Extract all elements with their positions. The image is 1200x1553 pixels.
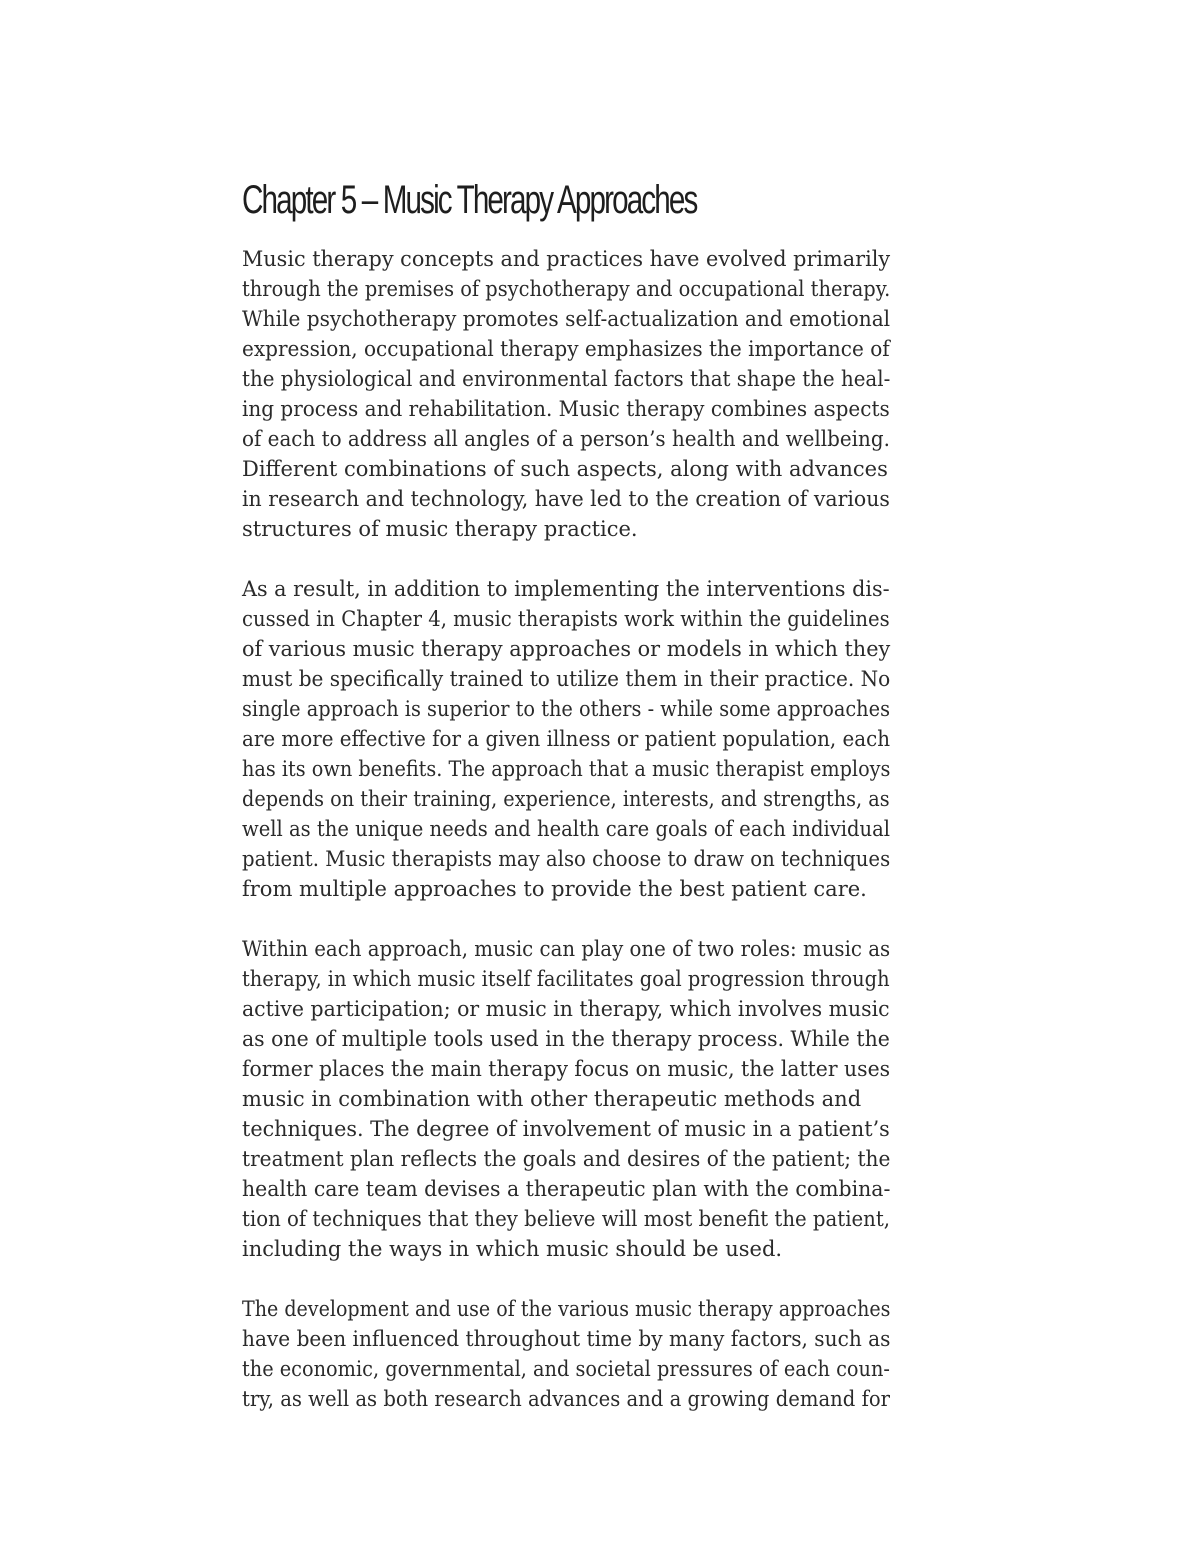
text-line: including the ways in which music should be used.	[242, 1237, 783, 1261]
text-line: As a result, in addition to implementing the interventions dis-	[242, 577, 890, 601]
text-line: While psychotherapy promotes self-actualization and emotional	[242, 307, 891, 331]
text-line: must be specifically trained to utilize them in their practice. No	[242, 667, 891, 691]
text-line: of various music therapy approaches or models in which they	[242, 637, 891, 661]
text-line: the economic, governmental, and societal pressures of each coun-	[242, 1357, 890, 1381]
text-line: cussed in Chapter 4, music therapists work within the guidelines	[242, 607, 890, 631]
text-line: depends on their training, experience, interests, and strengths, as	[242, 787, 890, 811]
paragraph	[242, 574, 890, 904]
text-line: therapy, in which music itself facilitates goal progression through	[242, 967, 890, 991]
text-line: Different combinations of such aspects, along with advances	[242, 457, 888, 481]
paragraph	[242, 244, 890, 544]
text-line: techniques. The degree of involvement of music in a patient’s	[242, 1117, 890, 1141]
text-line: music in combination with other therapeutic methods and	[242, 1087, 862, 1111]
page-content	[242, 170, 890, 1444]
text-line: structures of music therapy practice.	[242, 517, 638, 541]
text-line: The development and use of the various music therapy approaches	[242, 1297, 891, 1321]
paragraph	[242, 934, 890, 1264]
text-line: of each to address all angles of a person’s health and wellbeing.	[242, 427, 890, 451]
text-line: as one of multiple tools used in the therapy process. While the	[242, 1027, 890, 1051]
paragraph	[242, 1294, 890, 1414]
text-line: try, as well as both research advances and a growing demand for	[242, 1387, 891, 1411]
text-line: single approach is superior to the others - while some approaches	[242, 697, 890, 721]
chapter-title: Chapter 5 – Music Therapy Approaches	[242, 178, 697, 222]
text-line: treatment plan reflects the goals and desires of the patient; the	[242, 1147, 891, 1171]
text-line: Within each approach, music can play one of two roles: music as	[242, 937, 891, 961]
text-line: through the premises of psychotherapy and occupational therapy.	[242, 277, 891, 301]
text-line: Music therapy concepts and practices have evolved primarily	[242, 247, 891, 271]
text-line: have been influenced throughout time by many factors, such as	[242, 1327, 891, 1351]
text-line: are more effective for a given illness or patient population, each	[242, 727, 891, 751]
body-text	[242, 244, 890, 1414]
text-line: tion of techniques that they believe will most benefit the patient,	[242, 1207, 891, 1231]
text-line: expression, occupational therapy emphasizes the importance of	[242, 337, 890, 361]
text-line: in research and technology, have led to the creation of various	[242, 487, 890, 511]
text-line: has its own benefits. The approach that a music therapist employs	[242, 757, 891, 781]
text-line: ing process and rehabilitation. Music therapy combines aspects	[242, 397, 890, 421]
text-line: former places the main therapy focus on music, the latter uses	[242, 1057, 891, 1081]
text-line: patient. Music therapists may also choose to draw on techniques	[242, 847, 891, 871]
text-line: health care team devises a therapeutic plan with the combina-	[242, 1177, 891, 1201]
text-line: well as the unique needs and health care goals of each individual	[242, 817, 891, 841]
text-line: from multiple approaches to provide the best patient care.	[242, 877, 867, 901]
text-line: the physiological and environmental factors that shape the heal-	[242, 367, 891, 391]
text-line: active participation; or music in therapy, which involves music	[242, 997, 890, 1021]
